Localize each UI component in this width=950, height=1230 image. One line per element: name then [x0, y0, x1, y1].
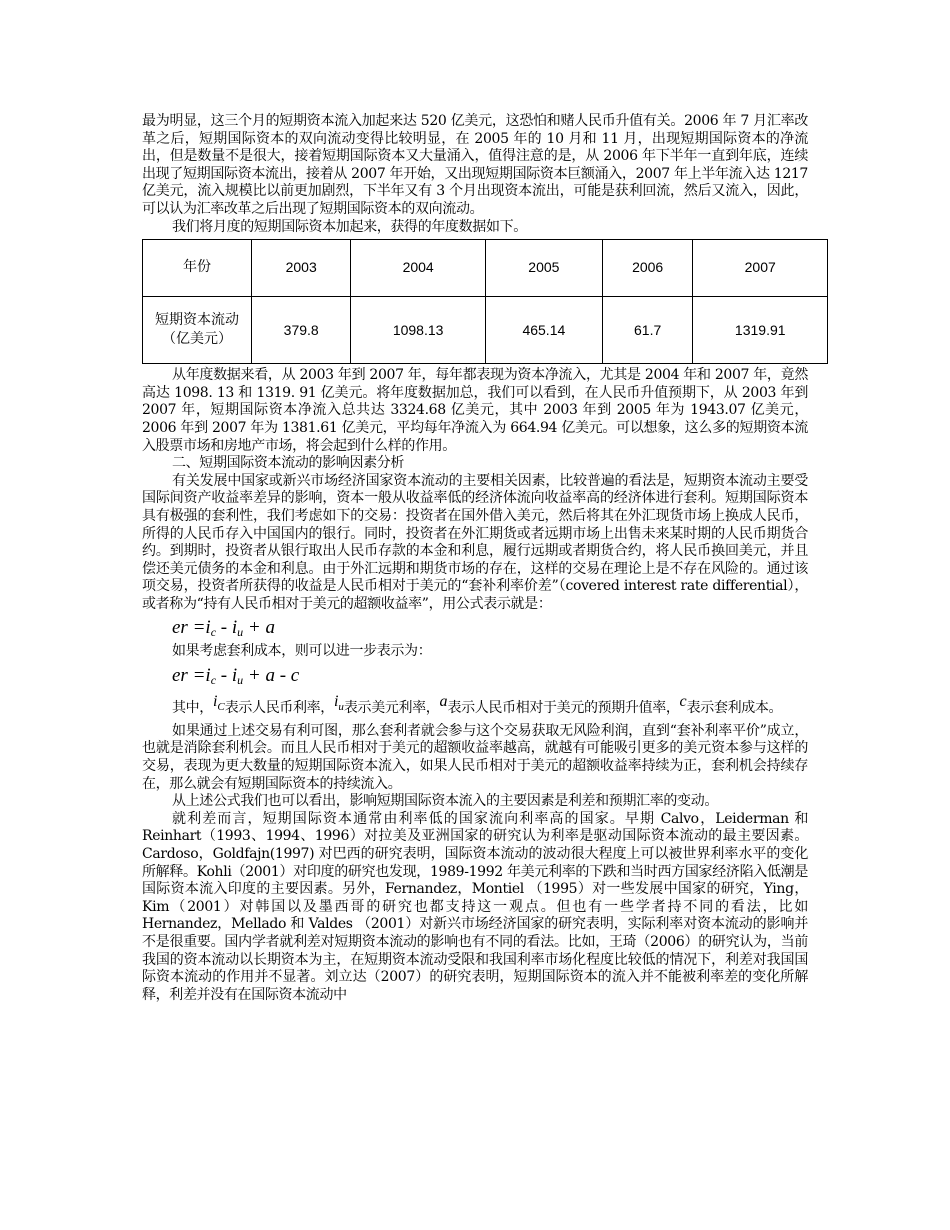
- table-row-label: [143, 297, 252, 364]
- table-value-2006: 61.7: [602, 297, 693, 364]
- var-iu: [333, 693, 344, 714]
- table-row-label-line2: （亿美元）: [162, 331, 232, 348]
- paragraph-variable-definitions: [142, 693, 808, 723]
- formula-excess-return-with-cost: [172, 665, 808, 687]
- formula2-eq: =: [187, 665, 206, 687]
- paragraph-interest-differential: 就利差而言，短期国际资本通常由利率低的国家流向利率高的国家。早期 Calvo，Leiderman 和 Reinhart（1993、1994、1996）对拉美及亚洲国家的研究认为利率是驱动国际资本流动的最主要因素。Cardoso，Goldfajn(1997) 对巴西的研究表明，国际资本流动的波动很大程度上可以被世界利率水平的变化所解释。Kohli（2001）对印度的研究也发现，1989-1992 年美元利率的下跌和当时西方国家经济陷入低潮是国际资本流入印度的主要因素。另外，Fernandez，Montiel （1995）对一些发展中国家的研究，Ying，Kim（2001）对韩国以及墨西哥的研究也都支持这一观点。但也有一些学者持不同的看法，比如 Hernandez，Mellado 和 Valdes （2001）对新兴市场经济国家的研究表明，实际利率对资本流动的影响并不是很重要。国内学者就利差对短期资本流动的影响也有不同的看法。比如，王琦（2006）的研究认为，当前我国的资本流动以长期资本为主，在短期资本流动受限和我国利率市场化程度比较低的情况下，利差对我国国际资本流动的作用并不显著。刘立达（2007）的研究表明，短期国际资本的流入并不能被利率差的变化所解释，利差并没有在国际资本流动中: [142, 810, 808, 1003]
- formula1-iu: i: [231, 617, 238, 639]
- formula1-a: a: [265, 617, 275, 639]
- formula2-a: a: [265, 665, 275, 687]
- table-value-2004: 1098.13: [351, 297, 486, 364]
- table-value-2005: 465.14: [485, 297, 602, 364]
- formula1-minus: -: [216, 617, 232, 639]
- var-iu-letter: i: [333, 693, 339, 711]
- table-header-year-label: 年份: [143, 240, 252, 297]
- var-ic: [212, 693, 225, 714]
- formula-excess-return: [172, 617, 808, 639]
- paragraph-arbitrage-parity: 如果通过上述交易有利可图，那么套利者就会参与这个交易获取无风险利润，直到“套补利率平价”成立，也就是消除套利机会。而且人民币相对于美元的超额收益率越高，就越有可能吸引更多的美元资本参与这样的交易，表现为更大数量的短期国际资本流入，如果人民币相对于美元的超额收益率持续为正，套利机会持续存在，那么就会有短期国际资本的持续流入。: [142, 722, 808, 792]
- table-value-2003: 379.8: [252, 297, 351, 364]
- formula1-sub-u: u: [237, 625, 244, 640]
- table-year-2006: 2006: [602, 240, 693, 297]
- formula1-lhs: er: [172, 617, 188, 639]
- var-a: a: [439, 693, 448, 711]
- var-iu-sub: u: [338, 701, 344, 714]
- formula1-plus: +: [243, 617, 266, 639]
- table-year-2005: 2005: [485, 240, 602, 297]
- paragraph-annual-intro: 我们将月度的短期国际资本加起来，获得的年度数据如下。: [172, 218, 527, 235]
- vars-c-desc: 表示套利成本。: [686, 700, 783, 717]
- formula2-lhs: er: [172, 665, 188, 687]
- paragraph-cost-intro: 如果考虑套利成本，则可以进一步表示为：: [172, 643, 432, 660]
- formula2-sub-u: u: [237, 673, 244, 688]
- formula2-plus: +: [243, 665, 266, 687]
- vars-ic-desc: 表示人民币利率，: [224, 700, 334, 717]
- table-row-label-line1: 短期资本流动: [155, 312, 239, 329]
- table-value-2007: 1319.91: [693, 297, 828, 364]
- formula1-sub-c: c: [210, 625, 217, 640]
- spacer: [142, 687, 808, 695]
- table-year-2004: 2004: [351, 240, 486, 297]
- paragraph-annual-analysis: 从年度数据来看，从 2003 年到 2007 年，每年都表现为资本净流入，尤其是 2004 年和 2007 年，竟然高达 1098. 13 和 1319. 91 亿美元。将年度数据加总，我们可以看到，在人民币升值预期下，从 2003 年到 2007 年，短期国际资本净流入总共达 3324.68 亿美元，其中 2003 年到 2005 年为 1943.07 亿美元，2006 年到 2007 年为 1381.61 亿美元，平均每年净流入为 664.94 亿美元。可以想象，这么多的短期资本流入股票市场和房地产市场，将会起到什么样的作用。: [142, 367, 808, 454]
- formula1-ic: i: [205, 617, 211, 639]
- var-c: c: [679, 693, 687, 711]
- formula2-ic: i: [205, 665, 211, 687]
- formula1-eq: =: [187, 617, 206, 639]
- var-ic-letter: i: [212, 693, 218, 711]
- paragraph-arbitrage: 有关发展中国家或新兴市场经济国家资本流动的主要相关因素，比较普遍的看法是，短期资本流动主要受国际间资产收益率差异的影响，资本一般从收益率低的经济体流向收益率高的经济体进行套利。短期国际资本具有极强的套利性，我们考虑如下的交易：投资者在国外借入美元，然后将其在外汇现货市场上换成人民币，所得的人民币存入中国国内的银行。同时，投资者在外汇期货或者远期市场上出售未来某时期的人民币期货合约。到期时，投资者从银行取出人民币存款的本金和利息，履行远期或者期货合约，将人民币换回美元，并且偿还美元债务的本金和利息。由于外汇远期和期货市场的存在，这样的交易在理论上是不存在风险的。通过该项交易，投资者所获得的收益是人民币相对于美元的“套补利率价差”（covered interest rate differential），或者称为“持有人民币相对于美元的超额收益率”，用公式表示就是：: [142, 472, 808, 612]
- section-heading: 二、短期国际资本流动的影响因素分析: [172, 455, 405, 472]
- vars-lead: 其中，: [172, 700, 213, 717]
- vars-a-desc: 表示人民币相对于美元的预期升值率，: [447, 700, 680, 717]
- table-header-row: [143, 240, 828, 297]
- paragraph-exchange-reform: 最为明显，这三个月的短期资本流入加起来达 520 亿美元，这恐怕和赌人民币升值有关。2006 年 7 月汇率改革之后，短期国际资本的双向流动变得比较明显，在 2005 年的 10 月和 11 月，出现短期国际资本的净流出，但是数量不是很大，接着短期国际资本又大量涌入，值得注意的是，从 2006 年下半年一直到年底，连续出现了短期国际资本流出，接着从 2007 年开始，又出现短期国际资本巨额涌入，2007 年上半年流入达 1217 亿美元，流入规模比以前更加剧烈，下半年又有 3 个月出现资本流出，可能是获利回流，然后又流入，因此，可以认为汇率改革之后出现了短期国际资本的双向流动。: [142, 113, 808, 217]
- annual-capital-flow-table: [142, 239, 828, 364]
- table-year-2007: 2007: [693, 240, 828, 297]
- paragraph-main-factors: 从上述公式我们也可以看出，影响短期国际资本流入的主要因素是利差和预期汇率的变动。: [172, 793, 718, 810]
- formula2-minus: -: [216, 665, 232, 687]
- formula2-iu: i: [231, 665, 238, 687]
- table-value-row: [143, 297, 828, 364]
- table-year-2003: 2003: [252, 240, 351, 297]
- body-text: [142, 113, 808, 1004]
- formula2-sub-c: c: [210, 673, 217, 688]
- vars-iu-desc: 表示美元利率，: [343, 700, 440, 717]
- formula2-minus2: -: [274, 665, 291, 687]
- var-ic-sub: C: [217, 701, 225, 714]
- formula2-c: c: [290, 665, 300, 687]
